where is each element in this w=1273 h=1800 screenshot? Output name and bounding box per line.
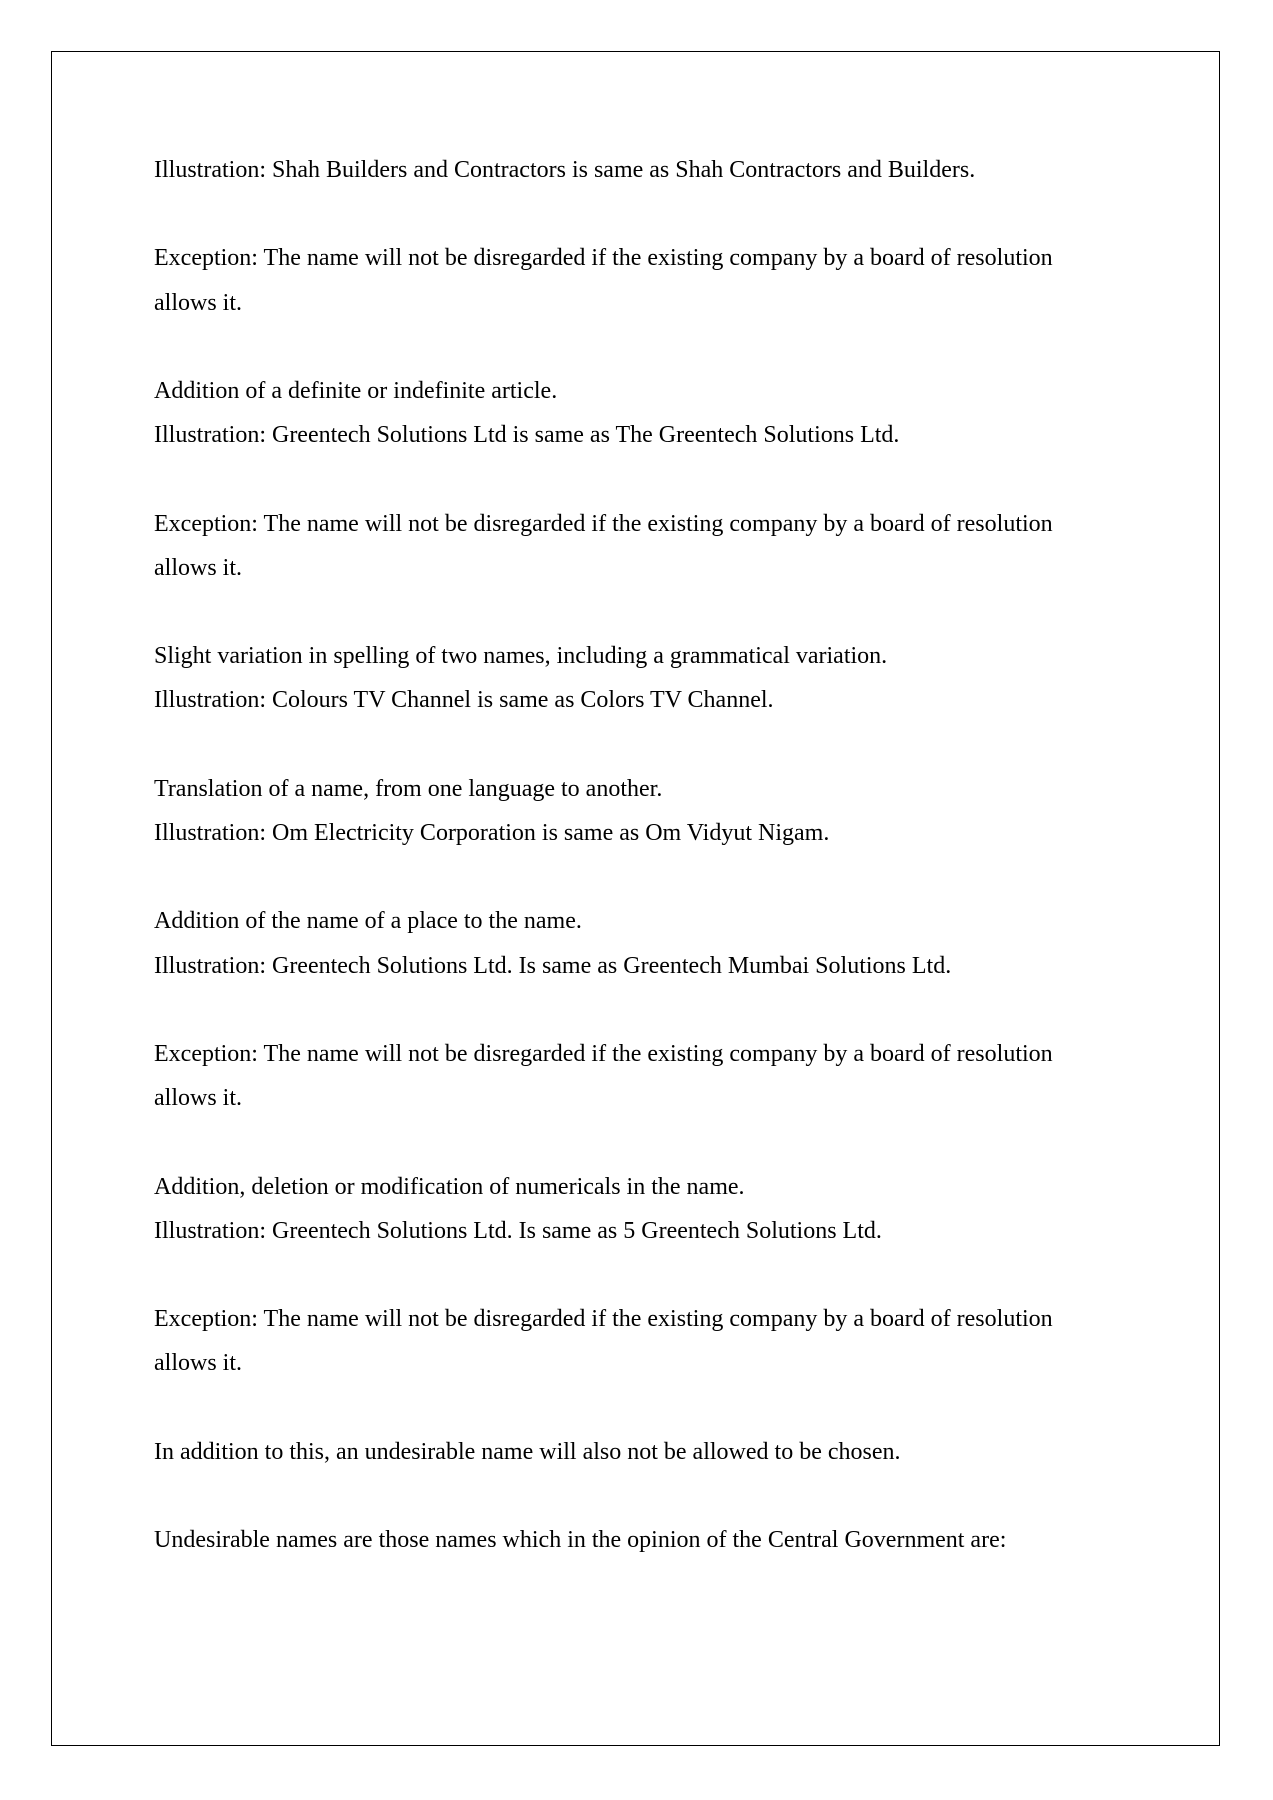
text-line: Exception: The name will not be disregarded if the existing company by a board of resolution: [154, 245, 1053, 272]
text-line: allows it.: [154, 554, 242, 581]
text-line: allows it.: [154, 1350, 242, 1377]
rule-paragraph: [154, 899, 1154, 987]
text-line: In addition to this, an undesirable name will also not be allowed to be chosen.: [154, 1438, 901, 1465]
text-line: Addition, deletion or modification of numericals in the name.: [154, 1173, 745, 1200]
rule-paragraph: [154, 369, 1154, 457]
text-line: Slight variation in spelling of two names, including a grammatical variation.: [154, 643, 888, 670]
text-line: Addition of the name of a place to the name.: [154, 908, 582, 935]
exception-paragraph: [154, 502, 1154, 590]
text-line: Exception: The name will not be disregarded if the existing company by a board of resolution: [154, 510, 1053, 537]
text-line: allows it.: [154, 1085, 242, 1112]
exception-paragraph: [154, 236, 1154, 324]
text-line: Illustration: Greentech Solutions Ltd is same as The Greentech Solutions Ltd.: [154, 422, 900, 449]
exception-paragraph: [154, 1032, 1154, 1120]
text-line: Illustration: Shah Builders and Contractors is same as Shah Contractors and Builders.: [154, 157, 976, 183]
rule-paragraph: [154, 767, 1154, 855]
rule-paragraph: [154, 1165, 1154, 1253]
text-line: Addition of a definite or indefinite article.: [154, 377, 558, 404]
exception-paragraph: [154, 1297, 1154, 1385]
text-line: Exception: The name will not be disregarded if the existing company by a board of resolution: [154, 1306, 1053, 1333]
text-line: Undesirable names are those names which in the opinion of the Central Government are:: [154, 1527, 1007, 1554]
text-line: allows it.: [154, 289, 242, 316]
body-paragraph: [154, 1518, 1154, 1562]
document-body: [154, 148, 1154, 1607]
rule-paragraph: [154, 634, 1154, 722]
text-line: Translation of a name, from one language to another.: [154, 775, 663, 802]
body-paragraph: [154, 1430, 1154, 1474]
text-line: Illustration: Greentech Solutions Ltd. Is same as 5 Greentech Solutions Ltd.: [154, 1217, 882, 1244]
text-line: Illustration: Om Electricity Corporation is same as Om Vidyut Nigam.: [154, 819, 830, 846]
text-line: Illustration: Greentech Solutions Ltd. Is same as Greentech Mumbai Solutions Ltd.: [154, 952, 952, 979]
text-line: Exception: The name will not be disregarded if the existing company by a board of resolution: [154, 1040, 1053, 1067]
text-line: Illustration: Colours TV Channel is same as Colors TV Channel.: [154, 687, 774, 714]
illustration-paragraph: [154, 148, 1154, 192]
